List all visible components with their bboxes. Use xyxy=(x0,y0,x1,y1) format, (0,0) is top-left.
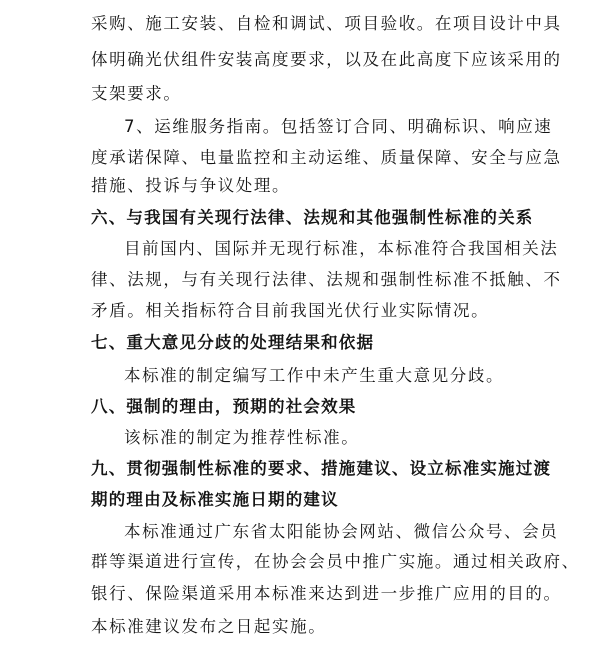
item7-line-3: 措施、投诉与争议处理。 xyxy=(91,176,291,195)
item7-line-2: 度承诺保障、电量监控和主动运维、质量保障、安全与应急 xyxy=(91,148,562,167)
section7-heading: 七、重大意见分歧的处理结果和依据 xyxy=(91,333,375,352)
section8-line-1: 该标准的制定为推荐性标准。 xyxy=(124,428,360,447)
section6-line-3: 矛盾。相关指标符合目前我国光伏行业实际情况。 xyxy=(91,301,490,320)
section6-heading: 六、与我国有关现行法律、法规和其他强制性标准的关系 xyxy=(91,208,534,227)
section9-heading-line-1: 九、贯彻强制性标准的要求、措施建议、设立标准实施过渡 xyxy=(91,459,552,478)
section5-continued-line-3: 支架要求。 xyxy=(91,84,182,103)
section8-heading: 八、强制的理由，预期的社会效果 xyxy=(91,397,357,416)
item7-line-1: 7、运维服务指南。包括签订合同、明确标识、响应速 xyxy=(124,117,553,136)
section9-line-3: 银行、保险渠道采用本标准来达到进一步推广应用的目的。 xyxy=(91,584,562,603)
section6-line-2: 律、法规，与有关现行法律、法规和强制性标准不抵触、不 xyxy=(91,270,562,289)
section6-line-1: 目前国内、国际并无现行标准，本标准符合我国相关法 xyxy=(124,239,559,258)
section9-line-1: 本标准通过广东省太阳能协会网站、微信公众号、会员 xyxy=(124,522,559,541)
section9-line-4: 本标准建议发布之日起实施。 xyxy=(91,617,327,636)
section9-heading-line-2: 期的理由及标准实施日期的建议 xyxy=(91,490,339,509)
section9-line-2: 群等渠道进行宣传，在协会会员中推广实施。通过相关政府、 xyxy=(91,552,580,571)
section7-line-1: 本标准的制定编写工作中未产生重大意见分歧。 xyxy=(124,366,505,385)
section5-continued-line-2: 体明确光伏组件安装高度要求，以及在此高度下应该采用的 xyxy=(91,50,562,69)
section5-continued-line-1: 采购、施工安装、自检和调试、项目验收。在项目设计中具 xyxy=(91,14,562,33)
